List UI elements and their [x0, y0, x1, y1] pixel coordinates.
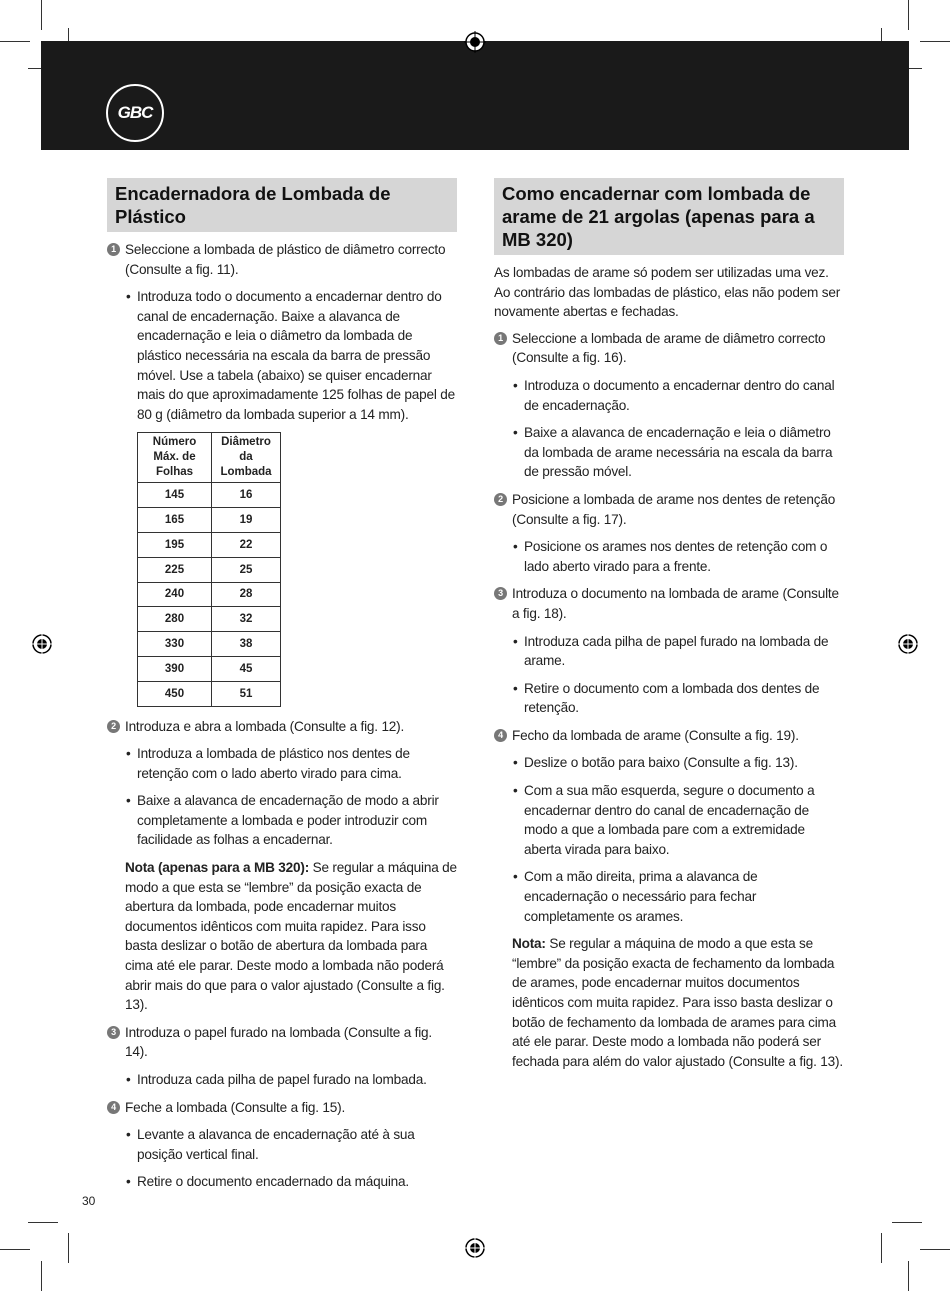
step-number: 1 [107, 243, 120, 256]
table-cell: 28 [212, 582, 281, 607]
table-cell: 280 [138, 607, 212, 632]
table-row [138, 508, 281, 533]
section-title: Encadernadora de Lombada de Plástico [107, 178, 457, 232]
note-label: Nota (apenas para a MB 320): [125, 860, 310, 876]
table-row [138, 607, 281, 632]
bullet-item: • Introduza cada pilha de papel furado na lombada. [107, 1070, 457, 1090]
step [494, 490, 844, 529]
step [107, 240, 457, 279]
table-cell: 390 [138, 656, 212, 681]
table-cell: 16 [212, 483, 281, 508]
table-row [138, 532, 281, 557]
crop-mark [41, 0, 42, 30]
table-header: Diâmetro da Lombada [212, 433, 281, 483]
crop-mark [0, 41, 30, 42]
step-text: Feche a lombada (Consulte a fig. 15). [125, 1099, 346, 1115]
bullet-item: • Deslize o botão para baixo (Consulte a fig. 13). [494, 753, 844, 773]
step-text: Seleccione a lombada de arame de diâmetro correcto (Consulte a fig. 16). [512, 330, 826, 366]
table-cell: 165 [138, 508, 212, 533]
bullet-item: • Introduza a lombada de plástico nos dentes de retenção com o lado aberto virado para cima. [107, 744, 457, 783]
table-cell: 330 [138, 632, 212, 657]
step [107, 1023, 457, 1062]
crop-mark [892, 1222, 922, 1223]
table-row [138, 582, 281, 607]
crop-mark [41, 1261, 42, 1291]
note-text: Se regular a máquina de modo a que esta se “lembre” da posição exacta de abertura da lombada, pode encadernar muitos documentos idênticos com muita rapidez. Para isso basta deslizar o botão de abertura da lombada para cima até ele parar. Deste modo a lombada não poderá abrir mais do que para o valor ajustado (Consulte a fig. 13). [125, 860, 457, 1013]
step-text: Posicione a lombada de arame nos dentes de retenção (Consulte a fig. 17). [512, 491, 836, 527]
table-cell: 195 [138, 532, 212, 557]
step [107, 717, 457, 737]
bullet-item: • Introduza todo o documento a encadernar dentro do canal de encadernação. Baixe a alavanca de encadernação e leia o diâmetro da lombada de plástico necessária na escala da barra de pressão móvel. Use a tabela (abaixo) se quiser encadernar mais do que aproximadamente 125 folhas de papel de 80 g (diâmetro da lombada superior a 14 mm). [107, 287, 457, 424]
page-number: 30 [82, 1194, 96, 1208]
crop-mark [908, 0, 909, 30]
table-cell: 51 [212, 681, 281, 706]
note-text: Se regular a máquina de modo a que esta se “lembre” da posição exacta de fechamento da lombada de arames, pode encadernar muitos documentos idênticos com muita rapidez. Para isso basta deslizar o botão de fechamento da lombada de arames para cima até ele parar. Deste modo a lombada não poderá ser fechada para além do valor ajustado (Consulte a fig. 13). [512, 936, 843, 1069]
bullet-item: • Levante a alavanca de encadernação até à sua posição vertical final. [107, 1125, 457, 1164]
bullet-item: • Introduza o documento a encadernar dentro do canal de encadernação. [494, 376, 844, 415]
step-number: 2 [107, 720, 120, 733]
step-number: 4 [494, 729, 507, 742]
table-row [138, 681, 281, 706]
left-column [107, 178, 457, 1200]
bullet-item: • Introduza cada pilha de papel furado na lombada de arame. [494, 632, 844, 671]
crop-mark [908, 1261, 909, 1291]
table-cell: 145 [138, 483, 212, 508]
intro-paragraph: As lombadas de arame só podem ser utilizadas uma vez. Ao contrário das lombadas de plástico, elas não podem ser novamente abertas e fechadas. [494, 265, 841, 320]
step [494, 726, 844, 746]
table-cell: 45 [212, 656, 281, 681]
step [494, 584, 844, 623]
bullet-item: • Baixe a alavanca de encadernação e leia o diâmetro da lombada de arame necessária na escala da barra de pressão móvel. [494, 423, 844, 482]
bullet-item: • Retire o documento com a lombada dos dentes de retenção. [494, 679, 844, 718]
table-cell: 22 [212, 532, 281, 557]
table-cell: 450 [138, 681, 212, 706]
bullet-item: • Com a sua mão esquerda, segure o documento a encadernar dentro do canal de encadernação de modo a que a lombada pare com a extremidade aberta virada para baixo. [494, 781, 844, 859]
step [107, 1098, 457, 1118]
crop-mark [881, 1233, 882, 1263]
bullet-item: • Posicione os arames nos dentes de retenção com o lado aberto virado para a frente. [494, 537, 844, 576]
step-number: 3 [107, 1026, 120, 1039]
step-text: Introduza e abra a lombada (Consulte a fig. 12). [125, 718, 405, 734]
table-cell: 25 [212, 557, 281, 582]
note-paragraph [494, 934, 844, 1071]
step-text: Fecho da lombada de arame (Consulte a fig. 19). [512, 727, 799, 743]
note-label: Nota: [512, 936, 546, 952]
crop-mark [68, 1233, 69, 1263]
header-band [41, 41, 909, 150]
logo-text: GBC [117, 103, 153, 122]
table-cell: 240 [138, 582, 212, 607]
bullet-item: • Retire o documento encadernado da máquina. [107, 1172, 457, 1192]
table-cell: 32 [212, 607, 281, 632]
registration-mark-icon [464, 31, 486, 53]
table-row [138, 483, 281, 508]
bullet-item: • Com a mão direita, prima a alavanca de encadernação o necessário para fechar completamente os arames. [494, 867, 844, 926]
bullet-item: • Baixe a alavanca de encadernação de modo a abrir completamente a lombada e poder introduzir com facilidade as folhas a encadernar. [107, 791, 457, 850]
step-number: 2 [494, 493, 507, 506]
step-text: Introduza o papel furado na lombada (Consulte a fig. 14). [125, 1024, 432, 1060]
right-column [494, 178, 844, 1079]
note-paragraph [107, 858, 457, 1015]
table-row [138, 656, 281, 681]
spine-size-table [137, 432, 281, 706]
step-text: Seleccione a lombada de plástico de diâmetro correcto (Consulte a fig. 11). [125, 242, 446, 277]
table-row [138, 557, 281, 582]
crop-mark [920, 41, 950, 42]
step-number: 1 [494, 332, 507, 345]
table-header: Número Máx. de Folhas [138, 433, 212, 483]
table-cell: 225 [138, 557, 212, 582]
registration-mark-icon [464, 1237, 486, 1259]
table-cell: 19 [212, 508, 281, 533]
step [494, 329, 844, 368]
step-number: 3 [494, 587, 507, 600]
table-cell: 38 [212, 632, 281, 657]
registration-mark-icon [31, 633, 53, 655]
table-row [138, 632, 281, 657]
crop-mark [0, 1249, 30, 1250]
step-text: Introduza o documento na lombada de arame (Consulte a fig. 18). [512, 586, 839, 621]
gbc-logo [106, 84, 164, 142]
step-number: 4 [107, 1101, 120, 1114]
registration-mark-icon [897, 633, 919, 655]
crop-mark [920, 1249, 950, 1250]
crop-mark [28, 1222, 58, 1223]
section-title: Como encadernar com lombada de arame de 21 argolas (apenas para a MB 320) [494, 178, 844, 255]
